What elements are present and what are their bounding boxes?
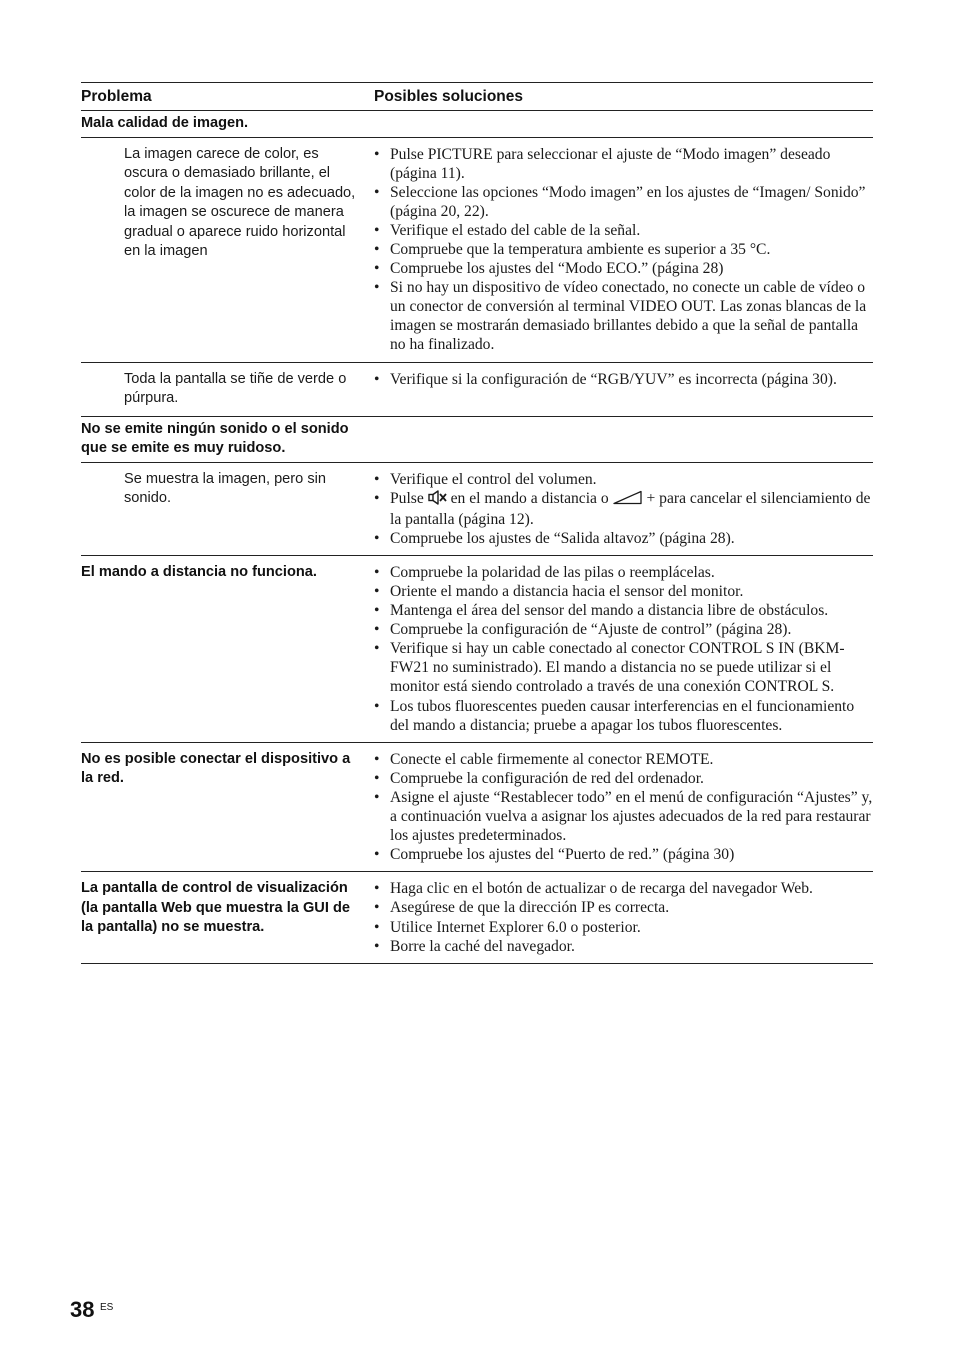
solution-item: • Asegúrese de que la dirección IP es correcta.	[374, 898, 873, 917]
solution-item: • Verifique el estado del cable de la señal.	[374, 221, 873, 240]
solution-item: • Los tubos fluorescentes pueden causar interferencias en el funcionamiento del mando a distancia; pruebe a apagar los tubos fluorescentes.	[374, 697, 873, 735]
page-number: 38	[70, 1297, 95, 1322]
section-title: No se emite ningún sonido o el sonido que se emite es muy ruidoso.	[81, 420, 349, 457]
solution-item: • Asigne el ajuste “Restablecer todo” en el menú de configuración “Ajustes” y, a continuación vuelva a asignar los ajustes adecuados de la red para restaurar los ajustes predeterminados.	[374, 788, 873, 845]
problem-title: La pantalla de control de visualización (la pantalla Web que muestra la GUI de la pantalla) no se muestra.	[81, 880, 350, 936]
solution-text: + para cancelar el silenciamiento de la pantalla (página 12).	[390, 489, 871, 528]
solution-item: • Borre la caché del navegador.	[374, 937, 873, 956]
solution-item: • Haga clic en el botón de actualizar o de recarga del navegador Web.	[374, 879, 873, 898]
solution-list	[374, 879, 873, 955]
solution-item: • Compruebe los ajustes del “Puerto de red.” (página 30)	[374, 845, 873, 864]
solution-item: • Compruebe los ajustes de “Salida altavoz” (página 28).	[374, 529, 873, 548]
solution-item: • Conecte el cable firmemente al conector REMOTE.	[374, 750, 873, 769]
solution-item: • Verifique si hay un cable conectado al conector CONTROL S IN (BKM-FW21 no suministrado). El mando a distancia no se puede utilizar si el monitor está siendo controlado a través de una conexión CONTROL S.	[374, 639, 873, 696]
solution-item: • Oriente el mando a distancia hacia el sensor del monitor.	[374, 582, 873, 601]
problem-text: La imagen carece de color, es oscura o demasiado brillante, el color de la imagen no es adecuado, la imagen se oscurece de manera gradual o aparece ruido horizontal en la imagen	[124, 145, 356, 259]
header-problem: Problema	[81, 87, 152, 105]
section-title: Mala calidad de imagen.	[81, 115, 249, 131]
page-language: ES	[100, 1302, 114, 1313]
mute-icon	[428, 490, 447, 510]
problem-title: El mando a distancia no funciona.	[81, 563, 317, 580]
solution-item: • Verifique el control del volumen.	[374, 470, 873, 489]
table-row	[81, 363, 873, 417]
table-row	[81, 872, 873, 963]
solution-item: • Compruebe la polaridad de las pilas o reemplácelas.	[374, 563, 873, 582]
volume-ramp-icon	[613, 490, 643, 510]
section-row	[81, 417, 873, 463]
table-row	[81, 743, 873, 873]
solution-list	[374, 470, 873, 548]
solution-item: • Pulse PICTURE para seleccionar el ajuste de “Modo imagen” deseado (página 11).	[374, 145, 873, 183]
header-solutions: Posibles soluciones	[374, 87, 524, 105]
solution-list	[374, 145, 873, 355]
solution-list	[374, 370, 873, 389]
solution-item: • Seleccione las opciones “Modo imagen” en los ajustes de “Imagen/ Sonido” (página 20, 22).	[374, 183, 873, 221]
table-row	[81, 556, 873, 743]
solution-item: • Compruebe los ajustes del “Modo ECO.” (página 28)	[374, 259, 873, 278]
table-row	[81, 463, 873, 556]
solution-item: • Utilice Internet Explorer 6.0 o posterior.	[374, 918, 873, 937]
solution-item: • Compruebe la configuración de red del ordenador.	[374, 769, 873, 788]
problem-text: Toda la pantalla se tiñe de verde o púrpura.	[124, 370, 347, 407]
solution-text: en el mando a distancia o	[450, 489, 609, 507]
solution-item: • Compruebe la configuración de “Ajuste de control” (página 28).	[374, 620, 873, 639]
solution-text: Pulse	[390, 489, 424, 507]
solution-item: • Si no hay un dispositivo de vídeo conectado, no conecte un cable de vídeo o un conector de conversión al terminal VIDEO OUT. Las zonas blancas de la imagen se mostrarán demasiado brillantes debido a que la señal de pantalla no ha finalizado.	[374, 278, 873, 354]
problem-text: Se muestra la imagen, pero sin sonido.	[124, 470, 326, 507]
problem-title: No es posible conectar el dispositivo a la red.	[81, 750, 351, 787]
solution-item	[374, 489, 873, 529]
solution-item: • Verifique si la configuración de “RGB/YUV” es incorrecta (página 30).	[374, 370, 873, 389]
table-header	[81, 83, 873, 111]
solution-item: • Compruebe que la temperatura ambiente es superior a 35 °C.	[374, 240, 873, 259]
solution-list	[374, 750, 873, 865]
table-row	[81, 138, 873, 363]
solution-item: • Mantenga el área del sensor del mando a distancia libre de obstáculos.	[374, 601, 873, 620]
troubleshooting-table	[81, 82, 873, 964]
section-row	[81, 111, 873, 138]
solution-list	[374, 563, 873, 735]
